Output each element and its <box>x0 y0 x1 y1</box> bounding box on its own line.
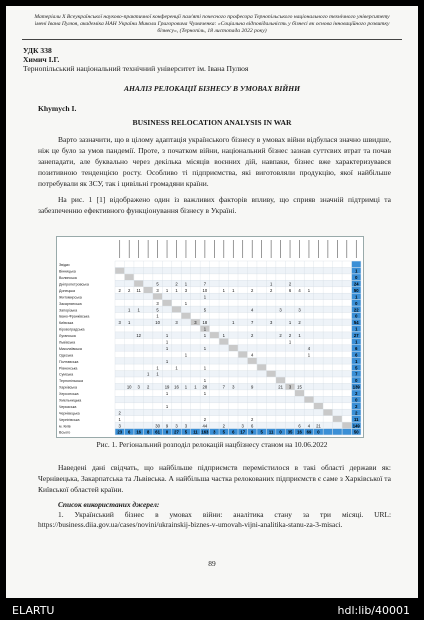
cell-value: 2 <box>279 333 282 339</box>
cell-value: 0 <box>355 397 358 403</box>
cell-value: 163 <box>201 429 209 435</box>
cell-value: 0 <box>355 378 358 384</box>
row-label: Звідки <box>59 263 70 268</box>
cell-value: 16 <box>136 429 141 435</box>
cell-value: 1 <box>355 326 358 332</box>
row-label: Хмельницька <box>59 398 82 403</box>
cell-value: 5 <box>203 307 207 313</box>
cell-value: 1 <box>184 281 188 287</box>
row-label: Черкаська <box>59 404 77 409</box>
row-label: Кіровоградська <box>59 327 85 332</box>
row-label: Запорізька <box>59 308 78 313</box>
cell-value: 4 <box>307 423 311 429</box>
cell-value: 1 <box>165 287 169 293</box>
cell-value: 2 <box>128 287 131 293</box>
cell-value: 0 <box>279 429 282 435</box>
cell-value: 9 <box>251 384 254 390</box>
cell-value: 1 <box>203 378 207 384</box>
cell-value: 5 <box>260 429 263 435</box>
row-label: Дніпропетровська <box>59 282 89 287</box>
cell-value: 27 <box>353 333 359 339</box>
heatmap-cell <box>333 416 342 422</box>
cell-value: 19 <box>164 384 170 390</box>
cell-value: 5 <box>184 429 188 435</box>
cell-value: 1 <box>146 371 150 377</box>
cell-value: 2 <box>288 333 292 339</box>
heatmap-cell <box>115 268 124 274</box>
cell-value: 2 <box>298 320 301 326</box>
header-divider <box>22 39 402 40</box>
heatmap-cell <box>333 429 342 435</box>
cell-value: 3 <box>184 287 188 293</box>
row-label: Полтавська <box>59 359 79 364</box>
cell-value: 15 <box>297 384 302 390</box>
cell-value: 2 <box>355 391 358 397</box>
row-label: Чернігівська <box>59 417 80 422</box>
cell-value: 1 <box>222 287 225 293</box>
cell-value: 1 <box>165 339 169 345</box>
row-label: Миколаївська <box>59 346 82 351</box>
row-label: м. Київ <box>59 424 71 429</box>
cell-value: 24 <box>353 281 359 287</box>
heatmap-cell <box>267 371 276 377</box>
heatmap-cell <box>295 390 304 396</box>
cell-value: 1 <box>165 345 169 351</box>
cell-value: 3 <box>241 423 244 429</box>
row-label: Сумська <box>59 372 74 377</box>
cell-value: 1 <box>288 339 292 345</box>
cell-value: 1 <box>128 307 131 313</box>
cell-value: 1 <box>156 371 159 377</box>
cell-value: 3 <box>156 287 159 293</box>
watermark-right: hdl:lib/40001 <box>337 604 410 617</box>
cell-value: 1 <box>355 358 358 364</box>
title-en: BUSINESS RELOCATION ANALYSIS IN WAR <box>132 118 292 127</box>
cell-value: 0 <box>355 313 358 319</box>
cell-value: 1 <box>194 384 197 390</box>
cell-value: 7 <box>222 384 225 390</box>
relocation-heatmap <box>56 236 364 438</box>
cell-value: 50 <box>353 429 359 435</box>
cell-value: 3 <box>288 384 292 390</box>
cell-value: 1 <box>165 391 169 397</box>
cell-value: 61 <box>155 429 160 435</box>
cell-value: 23 <box>117 429 123 435</box>
cell-value: 3 <box>118 320 121 326</box>
cell-value: 1 <box>203 365 207 371</box>
cell-value: 0 <box>317 429 320 435</box>
references-heading: Список використаних джерел: <box>58 500 160 509</box>
cell-value: 18 <box>202 320 208 326</box>
heatmap-cell <box>314 403 323 409</box>
cell-value: 17 <box>240 429 246 435</box>
row-label: Івано-Франківська <box>59 314 90 319</box>
cell-value: 22 <box>353 307 359 313</box>
cell-value: 0 <box>165 429 169 435</box>
cell-value: 44 <box>202 423 208 429</box>
cell-value: 27 <box>174 429 179 435</box>
cell-value: 30 <box>155 423 160 429</box>
cell-value: 1 <box>222 333 225 339</box>
heatmap-cell <box>153 293 162 299</box>
cell-value: 149 <box>352 423 360 429</box>
cell-value: 50 <box>353 287 359 293</box>
heatmap-cell <box>134 281 143 287</box>
heatmap-cell <box>323 429 332 435</box>
row-label: Чернівецька <box>59 411 80 416</box>
row-label: Тернопільська <box>59 379 84 384</box>
cell-value: 1 <box>307 287 311 293</box>
cell-value: 5 <box>355 365 358 371</box>
row-label: Всього <box>59 430 71 435</box>
cell-value: 6 <box>251 423 254 429</box>
cell-value: 2 <box>355 410 358 416</box>
cell-value: 3 <box>269 320 273 326</box>
heatmap-cell <box>248 358 257 364</box>
row-label: Житомирська <box>59 295 82 300</box>
cell-value: 16 <box>174 384 179 390</box>
cell-value: 28 <box>202 384 208 390</box>
cell-value: 1 <box>184 352 188 358</box>
cell-value: 1 <box>165 403 169 409</box>
cell-value: 7 <box>251 320 254 326</box>
row-label: Волинська <box>59 276 77 281</box>
cell-value: 2 <box>288 281 292 287</box>
cell-value: 3 <box>213 429 216 435</box>
cell-value: 2 <box>251 287 254 293</box>
row-label: Київська <box>59 321 74 326</box>
row-label: Львівська <box>59 340 76 345</box>
cell-value: 1 <box>203 326 207 332</box>
cell-value: 7 <box>203 281 207 287</box>
cell-value: 1 <box>118 416 121 422</box>
heatmap-cell <box>229 345 238 351</box>
row-label: Закарпатська <box>59 301 82 306</box>
cell-value: 10 <box>126 384 132 390</box>
row-label: Херсонська <box>59 392 79 397</box>
heatmap-cell <box>219 339 228 345</box>
heatmap-cell <box>276 377 285 383</box>
title-uk: АНАЛІЗ РЕЛОКАЦІЇ БІЗНЕСУ В УМОВАХ ВІЙНИ <box>123 84 301 93</box>
cell-value: 16 <box>297 429 302 435</box>
reference-1: 1. Український бізнес в умовах війни: аналітика стану за три місяці. URL: https://business.diia.gov.ua/cases/novini/ukrainskij-biznes-v-umovah-vijni-analitika-stanu-za-3-misaci. <box>38 510 391 529</box>
cell-value: 54 <box>353 320 359 326</box>
cell-value: 0 <box>355 300 358 306</box>
cell-value: 3 <box>137 384 140 390</box>
cell-value: 2 <box>118 287 121 293</box>
cell-value: 2 <box>222 423 225 429</box>
cell-value: 2 <box>146 384 150 390</box>
heatmap-cell <box>352 261 361 267</box>
heatmap-cell <box>210 332 219 338</box>
cell-value: 3 <box>232 384 235 390</box>
document-page <box>6 6 418 598</box>
heatmap-cell <box>125 274 134 280</box>
cell-value: 6 <box>355 345 358 351</box>
watermark-left: ELARTU <box>12 604 55 617</box>
cell-value: 2 <box>175 281 178 287</box>
cell-value: 139 <box>352 384 360 390</box>
cell-value: 69 <box>306 429 312 435</box>
cell-value: 1 <box>288 320 292 326</box>
cell-value: 10 <box>155 320 160 326</box>
cell-value: 6 <box>355 352 358 358</box>
cell-value: 3 <box>175 423 178 429</box>
figure-caption: Рис. 1. Регіональний розподіл релокацій нацбізнесу станом на 10.06.2022 <box>96 440 328 449</box>
cell-value: 3 <box>175 320 178 326</box>
cell-value: 1 <box>175 365 178 371</box>
row-label: Рівненська <box>59 366 78 371</box>
cell-value: 0 <box>355 275 358 281</box>
heatmap-cell <box>342 429 351 435</box>
cell-value: 3 <box>194 320 197 326</box>
heatmap-cell <box>238 351 247 357</box>
paragraph-3: Наведені дані свідчать, що найбільше підприємств перемістилося в такі області держави як: Чернівецька, Закарпатська та Львівська. А найбільша частка релокованих підприємств є саме з Харківської та Київської областей країни. <box>38 463 391 495</box>
heatmap-cell <box>257 364 266 370</box>
cell-value: 10 <box>202 287 208 293</box>
heatmap-cell <box>144 287 153 293</box>
cell-value: 1 <box>184 300 188 306</box>
cell-value: 11 <box>193 429 198 435</box>
heatmap-cell <box>304 397 313 403</box>
cell-value: 3 <box>279 307 282 313</box>
affiliation: Тернопільський національний технічний університет ім. Івана Пулюя <box>23 64 249 73</box>
cell-value: 1 <box>184 384 188 390</box>
cell-value: 3 <box>184 423 188 429</box>
cell-value: 1 <box>307 352 311 358</box>
row-label: Луганська <box>59 334 76 339</box>
cell-value: 1 <box>156 365 159 371</box>
cell-value: 4 <box>307 345 311 351</box>
cell-value: 1 <box>203 294 207 300</box>
cell-value: 5 <box>222 429 225 435</box>
author-uk: Химич І.Г. <box>23 55 60 64</box>
cell-value: 2 <box>251 333 254 339</box>
cell-value: 5 <box>156 307 159 313</box>
cell-value: 1 <box>156 313 159 319</box>
cell-value: 21 <box>278 384 283 390</box>
cell-value: 12 <box>136 333 141 339</box>
cell-value: 11 <box>136 287 141 293</box>
cell-value: 1 <box>355 294 358 300</box>
page-number: 89 <box>208 559 216 568</box>
cell-value: 11 <box>268 429 274 435</box>
cell-value: 7 <box>355 371 358 377</box>
cell-value: 1 <box>203 333 207 339</box>
cell-value: 2 <box>251 416 254 422</box>
cell-value: 1 <box>355 268 358 274</box>
heatmap-cell <box>172 306 181 312</box>
cell-value: 35 <box>287 429 293 435</box>
cell-value: 1 <box>232 287 235 293</box>
cell-value: 2 <box>118 410 121 416</box>
cell-value: 1 <box>165 333 169 339</box>
row-label: Вінницька <box>59 269 76 274</box>
cell-value: 1 <box>298 333 301 339</box>
conference-header: Матеріали X Всеукраїнської науково-практичної конференції пам'яті почесного професора Тернопільського національного технічного університету імені Івана Пулюя, академіка НАН України Миколи Григоровича Чумаченка: «Соціальна відповідальність у бізнесі як основа інноваційного розвитку бізнесу», (Тернопіль, 18 листопада 2022 року) <box>34 14 390 35</box>
cell-value: 1 <box>232 320 235 326</box>
cell-value: 11 <box>354 416 359 422</box>
cell-value: 1 <box>128 320 131 326</box>
paragraph-2: На рис. 1 [1] відображено один із важливих факторів впливу, що сприяв значній підтримці та забезпеченню ефективного функціонування бізнесу в Україні. <box>38 195 391 216</box>
cell-value: 6 <box>128 429 131 435</box>
row-label: Харківська <box>59 385 77 390</box>
cell-value: 6 <box>288 287 292 293</box>
cell-value: 4 <box>298 287 301 293</box>
cell-value: 1 <box>137 307 140 313</box>
cell-value: 9 <box>251 429 254 435</box>
cell-value: 5 <box>156 281 159 287</box>
cell-value: 2 <box>203 416 207 422</box>
cell-value: 1 <box>165 358 169 364</box>
cell-value: 1 <box>175 287 178 293</box>
udk-code: УДК 338 <box>23 46 52 55</box>
cell-value: 2 <box>355 403 358 409</box>
author-en: Khymych I. <box>38 104 77 113</box>
cell-value: 6 <box>232 429 235 435</box>
cell-value: 1 <box>355 339 358 345</box>
row-label: Одеська <box>59 353 74 358</box>
cell-value: 9 <box>165 423 169 429</box>
heatmap-cell <box>163 300 172 306</box>
cell-value: 1 <box>269 281 273 287</box>
heatmap-cell <box>181 313 190 319</box>
cell-value: 8 <box>146 429 150 435</box>
cell-value: 6 <box>298 423 301 429</box>
cell-value: 3 <box>298 307 301 313</box>
cell-value: 3 <box>118 423 121 429</box>
cell-value: 21 <box>316 423 321 429</box>
cell-value: 4 <box>251 352 254 358</box>
cell-value: 1 <box>203 391 207 397</box>
cell-value: 4 <box>251 307 254 313</box>
heatmap-cell <box>323 409 332 415</box>
cell-value: 1 <box>203 345 207 351</box>
cell-value: 2 <box>269 287 273 293</box>
cell-value: 3 <box>156 300 159 306</box>
paragraph-1: Варто зазначити, що в цілому адаптація українського бізнесу в умовах війни відбулася значно швидше, ніж це було за умов пандемії. Проте, з початком війни, національний бізнес зазнав суттєвих втрат та почав занепадати, але буквально через декілька місяців воєнних дій, навпаки, бізнес вже характеризувався позитивною тенденцією росту. Особливо ті підприємства, які виготовляли продукцію, якої найбільше потребували як ЗСУ, так і цивільні громадяни країни. <box>38 135 391 189</box>
heatmap-svg <box>57 237 363 437</box>
row-label: Донецька <box>59 288 76 293</box>
heatmap-cell <box>342 422 351 428</box>
